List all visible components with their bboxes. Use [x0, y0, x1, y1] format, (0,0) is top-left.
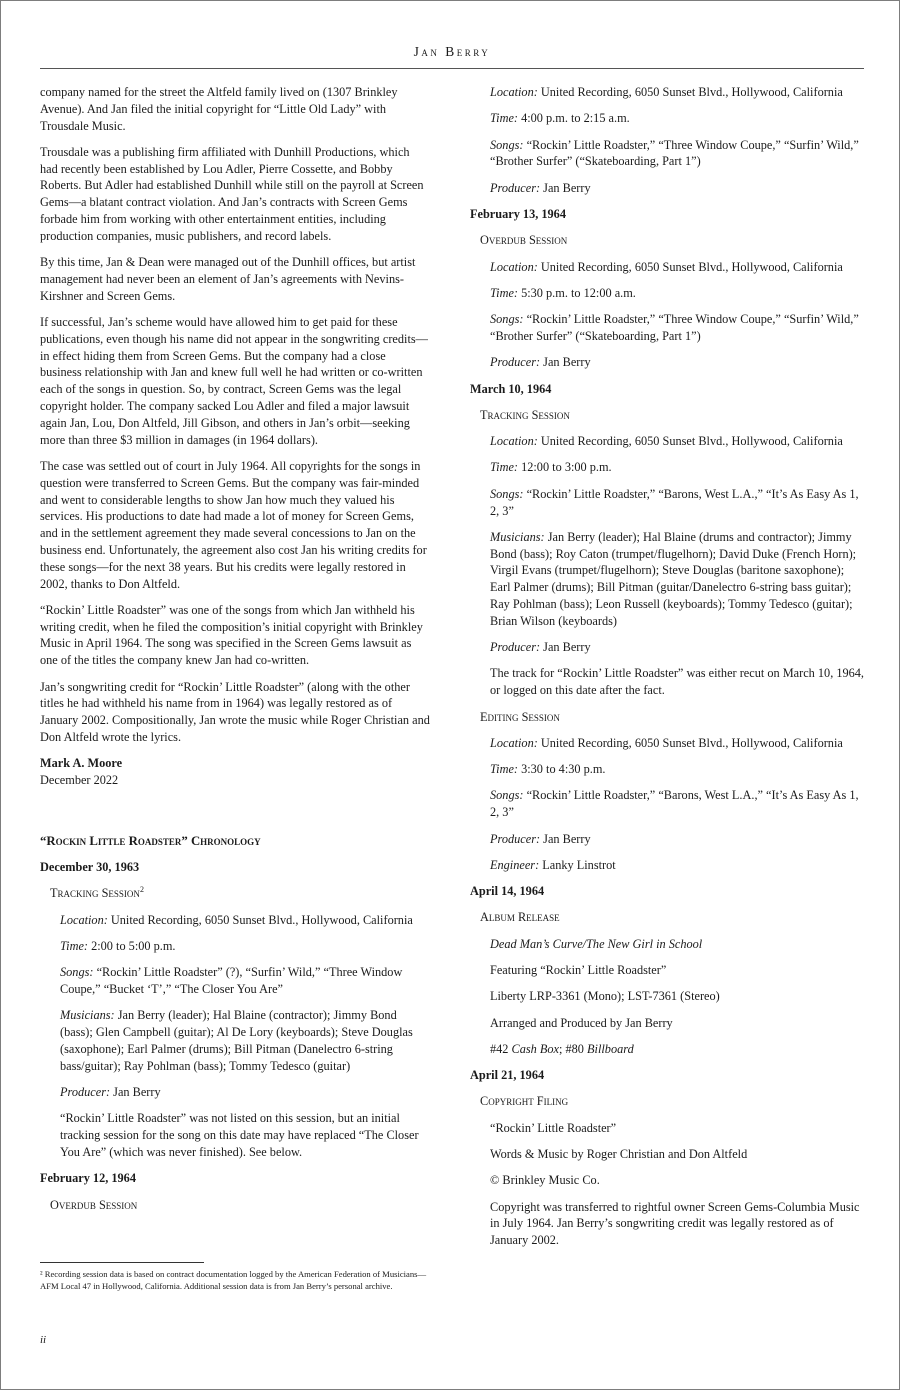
field-label: Time:	[490, 285, 519, 300]
session-heading: Editing Session	[480, 709, 560, 724]
chart-publication: Billboard	[587, 1041, 634, 1056]
session-songs	[60, 964, 430, 998]
field-value: 5:30 p.m. to 12:00 a.m.	[521, 285, 636, 300]
footnote-rule	[40, 1262, 204, 1263]
album-catalog: Liberty LRP-3361 (Mono); LST-7361 (Stereo)	[490, 989, 720, 1004]
session-label: Tracking Session	[50, 886, 140, 901]
field-value: United Recording, 6050 Sunset Blvd., Hollywood, California	[540, 85, 843, 99]
session-heading: Overdub Session	[50, 1197, 138, 1212]
field-label: Producer:	[60, 1085, 111, 1100]
session-songs	[490, 787, 865, 821]
session-location	[490, 259, 865, 276]
body-paragraph: If successful, Jan’s scheme would have allowed him to get paid for these publications, even though his name did not appear in the songwriting credits—in effect hiding them from Screen Gems. But the company had a close business relationship with Jan and knew full well he had written or co-written each of the songs in question. So, by contract, Screen Gems was the legal copyright holder. The company sacked Lou Adler and filed a major lawsuit again Jan, Lou, Don Altfeld, Jill Gibson, and others in Jan’s orbit—seeking more than three $3 million in damages (in 1964 dollars).	[40, 315, 428, 447]
copyright-publisher: © Brinkley Music Co.	[490, 1173, 600, 1188]
field-value: United Recording, 6050 Sunset Blvd., Hollywood, California	[540, 434, 843, 449]
field-label: Producer:	[490, 640, 541, 655]
chronology-title: “Rockin Little Roadster” Chronology	[40, 833, 261, 848]
field-value: “Rockin’ Little Roadster” (?), “Surfin’ Wild,” “Three Window Coupe,” “Bucket ‘T’,” “The Closer You Are”	[60, 965, 403, 997]
field-label: Producer:	[490, 355, 541, 370]
session-location	[60, 912, 430, 929]
session-heading	[50, 885, 430, 902]
body-paragraph: company named for the street the Altfeld family lived on (1307 Brinkley Avenue). And Jan filed the initial copyright for “Little Old Lady” with Trousdale Music.	[40, 85, 398, 133]
session-producer	[490, 354, 865, 371]
session-musicians	[60, 1007, 430, 1074]
field-label: Time:	[60, 938, 89, 953]
field-label: Location:	[60, 912, 108, 927]
session-songs	[490, 137, 865, 171]
copyright-note: Copyright was transferred to rightful owner Screen Gems-Columbia Music in July 1964. Jan Berry’s songwriting credit was legally restored as of January 2002.	[490, 1199, 860, 1248]
field-value: “Rockin’ Little Roadster,” “Barons, West L.A.,” “It’s As Easy As 1, 2, 3”	[490, 486, 859, 518]
field-label: Songs:	[490, 486, 524, 501]
field-value: Jan Berry	[543, 640, 591, 655]
footnote-ref: 2	[139, 885, 144, 895]
field-value: United Recording, 6050 Sunset Blvd., Hollywood, California	[110, 912, 413, 927]
page-number: ii	[40, 1334, 47, 1346]
session-producer	[490, 831, 865, 848]
date-heading: April 14, 1964	[470, 884, 545, 899]
footnote: ² Recording session data is based on contract documentation logged by the American Federation of Musicians—AFM Local 47 in Hollywood, California. Additional session data is from Jan Berry’s personal archive.	[40, 1269, 427, 1291]
field-value: Jan Berry (leader); Hal Blaine (drums and contractor); Jimmy Bond (bass); Roy Caton (trumpet/flugelhorn); David Duke (French Horn); Virgil Evans (trumpet/flugelhorn); Steve Douglas (baritone saxophone); Earl Palmer (drums); Bill Pitman (guitar/Danelectro 6-string bass guitar); Ray Pohlman (bass); Leon Russell (keyboards); Tommy Tedesco (guitar); Brian Wilson (keyboards)	[490, 529, 857, 628]
body-paragraph: Jan’s songwriting credit for “Rockin’ Little Roadster” (along with the other titles he had withheld his name from in 1964) was legally restored as of January 2002. Compositionally, Jan wrote the music while Roger Christian and Don Altfeld wrote the lyrics.	[40, 679, 430, 744]
copyright-title: “Rockin’ Little Roadster”	[490, 1120, 617, 1135]
chart-text: ; #80	[559, 1041, 588, 1056]
session-time	[490, 285, 865, 302]
field-value: Jan Berry	[543, 355, 591, 370]
field-value: Jan Berry	[543, 180, 591, 195]
field-label: Time:	[490, 460, 519, 475]
field-label: Location:	[490, 259, 538, 274]
field-label: Time:	[490, 111, 519, 126]
field-label: Songs:	[60, 965, 94, 980]
body-paragraph: Trousdale was a publishing firm affiliated with Dunhill Productions, which had recently been established by Lou Adler, Pierre Cossette, and Bobby Roberts. But Adler had established Dunhill while still on the payroll at Screen Gems—a blatant contract violation. And Jan’s contracts with Screen Gems forbade him from working with other entertainment entities, including production companies, music publishers, and record labels.	[40, 144, 424, 243]
field-value: United Recording, 6050 Sunset Blvd., Hollywood, California	[540, 259, 843, 274]
album-featuring: Featuring “Rockin’ Little Roadster”	[490, 962, 667, 977]
field-value: Jan Berry (leader); Hal Blaine (contractor); Jimmy Bond (bass); Glen Campbell (guitar); Al De Lory (keyboards); Steve Douglas (saxophone); Earl Palmer (drums); Bill Pitman (Danelectro 6-string bass/guitar); Ray Pohlman (bass); Tommy Tedesco (guitar)	[60, 1008, 413, 1073]
session-location	[490, 735, 865, 752]
session-time	[60, 938, 430, 955]
session-time	[490, 761, 865, 778]
field-label: Location:	[490, 85, 538, 99]
date-heading: December 30, 1963	[40, 860, 140, 875]
chart-publication: Cash Box	[511, 1041, 560, 1056]
copyright-writers: Words & Music by Roger Christian and Don Altfeld	[490, 1147, 748, 1162]
body-paragraph: By this time, Jan & Dean were managed out of the Dunhill offices, but artist management had never been an element of Jan’s agreements with Nevins-Kirshner and Screen Gems.	[40, 255, 416, 303]
author-date: December 2022	[40, 772, 119, 787]
session-note: “Rockin’ Little Roadster” was not listed on this session, but an initial tracking session for the song on this date may have replaced “The Closer You Are” (which was never finished). See below.	[60, 1111, 419, 1159]
date-heading: April 21, 1964	[470, 1068, 545, 1083]
session-heading: Tracking Session	[480, 407, 570, 422]
session-heading: Album Release	[480, 910, 560, 925]
field-value: Jan Berry	[113, 1085, 161, 1100]
session-producer	[490, 639, 865, 656]
album-credit: Arranged and Produced by Jan Berry	[490, 1015, 673, 1030]
field-value: 4:00 p.m. to 2:15 a.m.	[521, 111, 630, 126]
session-note: The track for “Rockin’ Little Roadster” was either recut on March 10, 1964, or logged on this date after the fact.	[490, 666, 865, 698]
field-label: Location:	[490, 434, 538, 449]
field-value: Lanky Linstrot	[542, 857, 616, 872]
field-label: Time:	[490, 762, 519, 777]
field-value: “Rockin’ Little Roadster,” “Three Window Coupe,” “Surfin’ Wild,” “Brother Surfer” (“Skateboarding, Part 1”)	[490, 312, 859, 343]
session-producer	[490, 180, 865, 197]
field-label: Producer:	[490, 831, 541, 846]
session-songs	[490, 486, 865, 520]
field-value: 12:00 to 3:00 p.m.	[521, 460, 612, 475]
field-label: Musicians:	[60, 1008, 115, 1023]
date-heading: March 10, 1964	[470, 381, 552, 396]
field-value: “Rockin’ Little Roadster,” “Barons, West L.A.,” “It’s As Easy As 1, 2, 3”	[490, 788, 859, 820]
body-paragraph: “Rockin’ Little Roadster” was one of the songs from which Jan withheld his writing credit, when he filed the composition’s initial copyright with Brinkley Music in April 1964. The song was specified in the Screen Gems lawsuit as one of the titles the company knew Jan had co-written.	[40, 602, 423, 668]
session-heading: Overdub Session	[480, 233, 568, 248]
field-value: 2:00 to 5:00 p.m.	[91, 938, 176, 953]
date-heading: February 12, 1964	[40, 1171, 136, 1186]
field-label: Location:	[490, 735, 538, 750]
header-rule	[40, 68, 864, 69]
field-value: 3:30 to 4:30 p.m.	[521, 762, 606, 777]
left-column	[40, 84, 430, 1223]
field-value: Jan Berry	[543, 831, 591, 846]
album-title: Dead Man’s Curve/The New Girl in School	[490, 936, 703, 951]
chart-text: #42	[490, 1041, 512, 1056]
session-engineer	[490, 857, 865, 874]
session-musicians	[490, 529, 865, 630]
field-label: Musicians:	[490, 529, 545, 544]
field-value: United Recording, 6050 Sunset Blvd., Hollywood, California	[540, 735, 843, 750]
session-producer	[60, 1084, 430, 1101]
field-value: “Rockin’ Little Roadster,” “Three Window Coupe,” “Surfin’ Wild,” “Brother Surfer” (“Skateboarding, Part 1”)	[490, 137, 859, 169]
right-column	[470, 84, 865, 1259]
session-heading: Copyright Filing	[480, 1094, 569, 1109]
album-chart-positions	[490, 1041, 865, 1058]
session-time	[490, 110, 865, 127]
session-time	[490, 459, 865, 476]
field-label: Songs:	[490, 137, 524, 152]
field-label: Songs:	[490, 788, 524, 803]
session-location	[490, 84, 865, 101]
field-label: Songs:	[490, 312, 524, 327]
body-paragraph: The case was settled out of court in July 1964. All copyrights for the songs in question were transferred to Screen Gems. But the company was fair-minded and went to considerable lengths to show Jan how much they valued his services. His productions to date had made a lot of money for Screen Gems, and in the settlement agreement they made several concessions to Jan on the business end. Unfortunately, the agreement also cost Jan his writing credits for these songs—for the next 38 years. But his credits were legally restored in 2002, thanks to Don Altfeld.	[40, 458, 427, 591]
session-location	[490, 433, 865, 450]
field-label: Producer:	[490, 180, 541, 195]
field-label: Engineer:	[490, 857, 540, 872]
session-songs	[490, 311, 865, 345]
date-heading: February 13, 1964	[470, 206, 566, 221]
running-header: Jan Berry	[413, 44, 491, 59]
author-name: Mark A. Moore	[40, 756, 123, 771]
